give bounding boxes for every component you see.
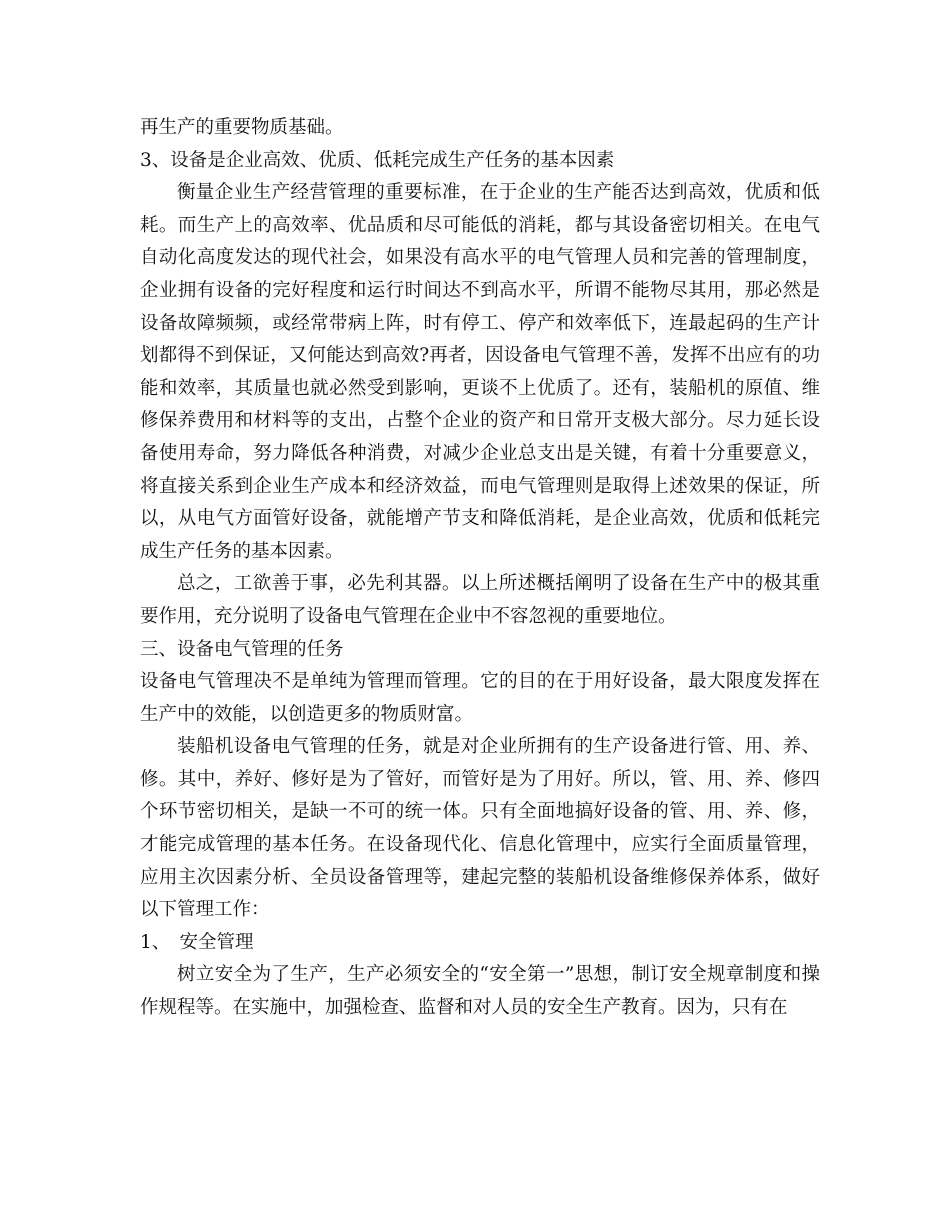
paragraph-summary: 总之，工欲善于事，必先利其器。以上所述概括阐明了设备在生产中的极其重要作用，充分说明了设备电气管理在企业中不容忽视的重要地位。 [140,573,820,627]
paragraph-safety: 树立安全为了生产，生产必须安全的“安全第一”思想，制订安全规章制度和操作规程等。在实施中，加强检查、监督和对人员的安全生产教育。因为，只有在 [140,964,820,1019]
paragraph-purpose: 设备电气管理决不是单纯为管理而管理。它的目的在于用好设备，最大限度发挥在生产中的效能，以创造更多的物质财富。 [140,671,820,725]
section-heading-3: 3、设备是企业高效、优质、低耗完成生产任务的基本因素 [140,149,615,171]
paragraph-tasks: 装船机设备电气管理的任务，就是对企业所拥有的生产设备进行管、用、养、修。其中，养好、修好是为了管好，而管好是为了用好。所以，管、用、养、修四个环节密切相关，是缺一不可的统一体。只有全面地搞好设备的管、用、养、修，才能完成管理的基本任务。在设备现代化、信息化管理中，应实行全面质量管理，应用主次因素分析、全员设备管理等，建起完整的装船机设备维修保养体系，做好以下管理工作： [140,736,820,921]
document-page [140,112,820,1025]
section-heading-safety: 1、 安全管理 [140,931,254,953]
paragraph-continuation: 再生产的重要物质基础。 [140,117,344,138]
paragraph-efficiency: 衡量企业生产经营管理的重要标准，在于企业的生产能否达到高效，优质和低耗。而生产上的高效率、优品质和尽可能低的消耗，都与其设备密切相关。在电气自动化高度发达的现代社会，如果没有高水平的电气管理人员和完善的管理制度，企业拥有设备的完好程度和运行时间达不到高水平，所谓不能物尽其用，那必然是设备故障频频，或经常带病上阵，时有停工、停产和效率低下，连最起码的生产计划都得不到保证，又何能达到高效?再者，因设备电气管理不善，发挥不出应有的功能和效率，其质量也就必然受到影响，更谈不上优质了。还有，装船机的原值、维修保养费用和材料等的支出，占整个企业的资产和日常开支极大部分。尽力延长设备使用寿命，努力降低各种消费，对减少企业总支出是关键，有着十分重要意义，将直接关系到企业生产成本和经济效益，而电气管理则是取得上述效果的保证，所以，从电气方面管好设备，就能增产节支和降低消耗，是企业高效，优质和低耗完成生产任务的基本因素。 [140,182,820,562]
section-heading-tasks: 三、设备电气管理的任务 [140,638,344,660]
